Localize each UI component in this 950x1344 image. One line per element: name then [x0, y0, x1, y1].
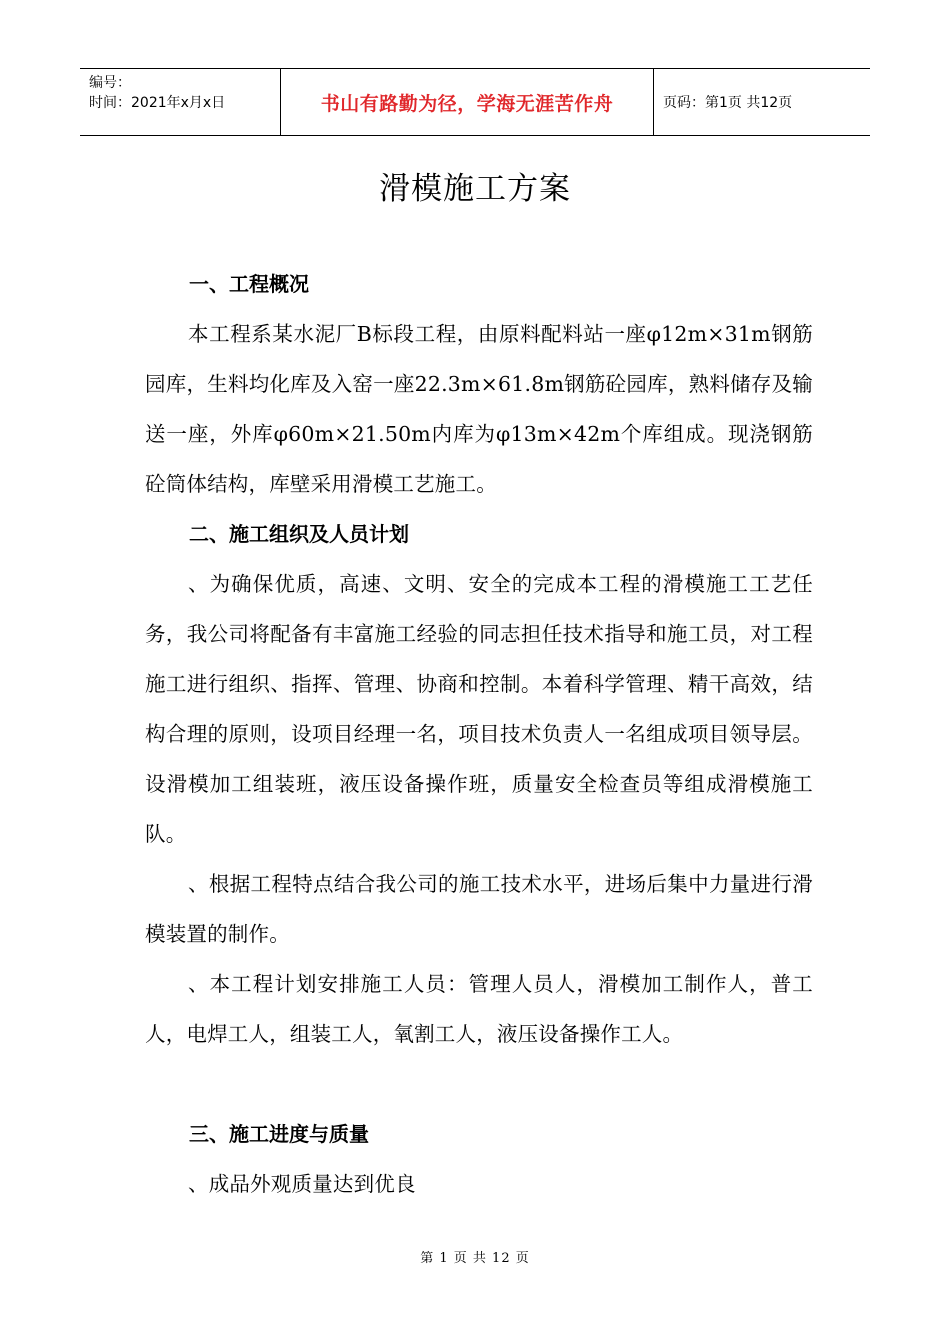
- document-number-label: 编号：: [89, 75, 131, 91]
- overview-paragraph: 本工程系某水泥厂B标段工程，由原料配料站一座φ12m×31m钢筋园库，生料均化库及入窑一座22.3m×61.8m钢筋砼园库，熟料储存及输送一座，外库φ60m×21.50m内库为φ13m×42m个库组成。现浇钢筋砼筒体结构，库壁采用滑模工艺施工。: [145, 322, 813, 496]
- header-meta: [80, 69, 281, 135]
- section-spacer: [145, 1059, 813, 1109]
- header-motto: 书山有路勤为径，学海无涯苦作舟: [320, 92, 614, 115]
- header-page-info: 页码：第1页 共12页: [663, 95, 793, 111]
- header-motto-cell: [281, 69, 654, 135]
- page-footer: 第 1 页 共 12 页: [420, 1251, 530, 1266]
- section-heading-progress-quality: 三、施工进度与质量: [189, 1122, 369, 1146]
- document-body: [145, 259, 813, 1209]
- document-time-label: 时间：2021年x月x日: [89, 95, 226, 111]
- section-heading-organization: 二、施工组织及人员计划: [189, 522, 409, 546]
- document-title: 滑模施工方案: [379, 171, 571, 207]
- progress-quality-paragraph: 、成品外观质量达到优良: [188, 1172, 416, 1196]
- organization-paragraph-1: 、为确保优质，高速、文明、安全的完成本工程的滑模施工工艺任务，我公司将配备有丰富施工经验的同志担任技术指导和施工员，对工程施工进行组织、指挥、管理、协商和控制。本着科学管理、精干高效，结构合理的原则，设项目经理一名，项目技术负责人一名组成项目领导层。设滑模加工组装班，液压设备操作班，质量安全检查员等组成滑模施工队。: [145, 572, 813, 846]
- document-header: [80, 68, 870, 136]
- organization-paragraph-2: 、根据工程特点结合我公司的施工技术水平，进场后集中力量进行滑模装置的制作。: [145, 872, 813, 946]
- organization-paragraph-3: 、本工程计划安排施工人员：管理人员人，滑模加工制作人，普工人，电焊工人，组装工人，氧割工人，液压设备操作工人。: [145, 972, 813, 1046]
- section-heading-overview: 一、工程概况: [189, 272, 309, 296]
